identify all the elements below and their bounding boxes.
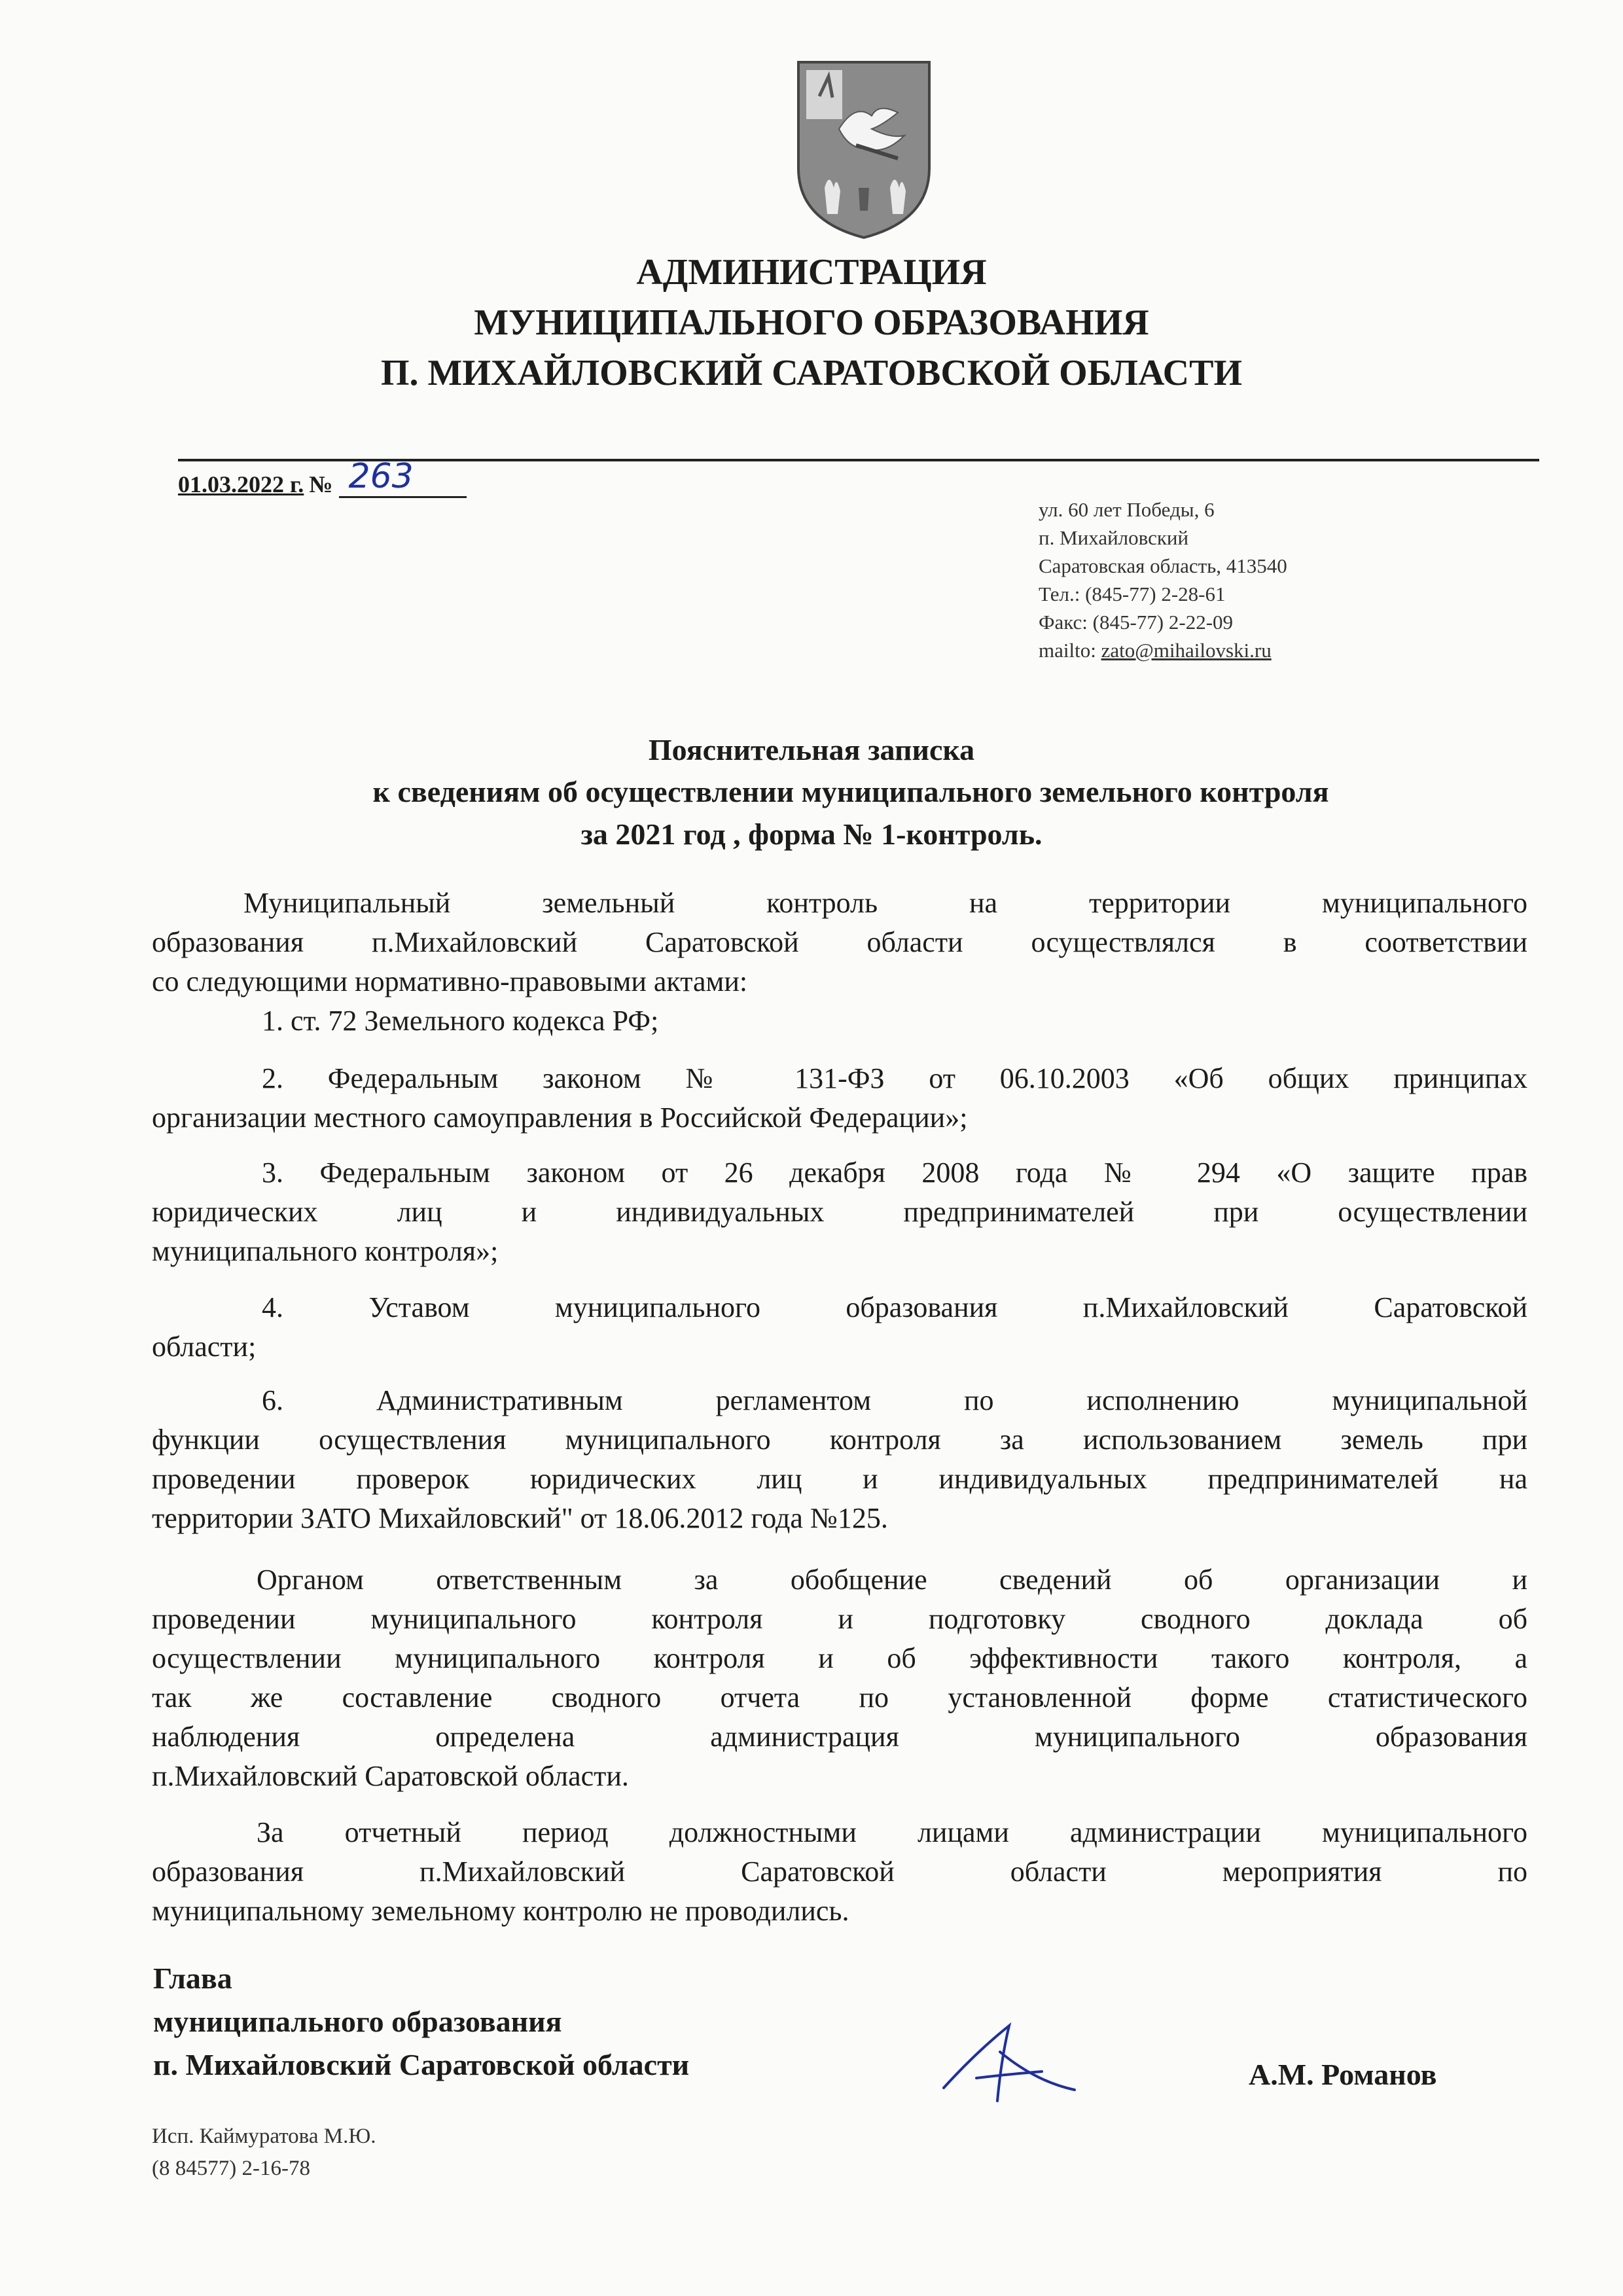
email-label: mailto: [1039,639,1096,662]
body-line: Муниципальный земельный контроль на территории муниципального [243,887,1527,919]
list-item-2: 2. Федеральным законом № 131-ФЗ от 06.10.2003 «Об общих принципах [262,1062,1527,1094]
email-link[interactable]: zato@mihailovski.ru [1101,639,1272,662]
signatory-position-line: муниципального образования [153,2005,562,2038]
body-line: организации местного самоуправления в Российской Федерации»; [152,1102,968,1134]
org-name-line-2: МУНИЦИПАЛЬНОГО ОБРАЗОВАНИЯ [474,302,1149,343]
body-line: области; [152,1331,257,1363]
body-line: проведении муниципального контроля и подготовку сводного доклада об [152,1603,1527,1635]
body-line: Органом ответственным за обобщение сведений об организации и [257,1564,1527,1596]
executor-name: Исп. Каймуратова М.Ю. [152,2125,376,2148]
body-line: наблюдения определена администрация муниципального образования [152,1721,1527,1753]
executor-info [152,2121,376,2185]
org-name-line-3: П. МИХАЙЛОВСКИЙ САРАТОВСКОЙ ОБЛАСТИ [380,353,1243,393]
handwritten-signature [937,2013,1081,2111]
list-item-1: 1. ст. 72 Земельного кодекса РФ; [262,1005,659,1037]
body-line: п.Михайловский Саратовской области. [152,1760,629,1792]
body-line: функции осуществления муниципального контроля за использованием земель при [152,1424,1527,1456]
address-street: ул. 60 лет Победы, 6 [1039,498,1215,521]
number-sign: № [309,471,333,497]
document-number: 263 [348,457,414,496]
document-date-number [178,457,467,498]
address-email-line [1039,636,1287,664]
address-settlement: п. Михайловский [1039,526,1189,549]
address-region: Саратовская область, 413540 [1039,554,1287,577]
document-date: 01.03.2022 г. [178,471,304,497]
body-line: территории ЗАТО Михайловский" от 18.06.2012 года №125. [152,1502,888,1534]
body-line: юридических лиц и индивидуальных предпринимателей при осуществлении [152,1196,1527,1228]
body-line: образования п.Михайловский Саратовской области осуществлялся в соответствии [152,926,1527,958]
document-title-line-1: Пояснительная записка [648,733,975,766]
coat-of-arms-icon [793,57,935,242]
list-item-6: 6. Административным регламентом по исполнению муниципальной [262,1384,1527,1416]
signatory-position [153,1957,689,2087]
body-line: со следующими нормативно-правовыми актами: [152,965,748,997]
body-line: так же составление сводного отчета по установленной форме статистического [152,1681,1527,1713]
document-title-line-3: за 2021 год , форма № 1-контроль. [580,817,1043,851]
executor-phone: (8 84577) 2-16-78 [152,2157,310,2180]
list-item-4: 4. Уставом муниципального образования п.Михайловский Саратовской [262,1291,1527,1323]
address-phone: Тел.: (845-77) 2-28-61 [1039,583,1226,605]
body-line: проведении проверок юридических лиц и индивидуальных предпринимателей на [152,1463,1527,1495]
body-line: образования п.Михайловский Саратовской области мероприятия по [152,1856,1527,1888]
signatory-position-line: Глава [153,1962,232,1995]
list-item-3: 3. Федеральным законом от 26 декабря 2008 года № 294 «О защите прав [262,1157,1527,1189]
body-line: муниципального контроля»; [152,1235,499,1267]
signatory-name: А.М. Романов [1249,2058,1437,2091]
address-block [1039,495,1287,664]
address-fax: Факс: (845-77) 2-22-09 [1039,611,1234,634]
body-line: осуществлении муниципального контроля и об эффективности такого контроля, а [152,1642,1527,1674]
body-line: муниципальному земельному контролю не проводились. [152,1895,849,1927]
document-title-line-2: к сведениям об осуществлении муниципального земельного контроля [372,775,1329,808]
signatory-position-line: п. Михайловский Саратовской области [153,2048,690,2081]
body-line: За отчетный период должностными лицами администрации муниципального [257,1816,1527,1848]
org-name-line-1: АДМИНИСТРАЦИЯ [636,252,987,293]
document-number-field [339,457,467,498]
